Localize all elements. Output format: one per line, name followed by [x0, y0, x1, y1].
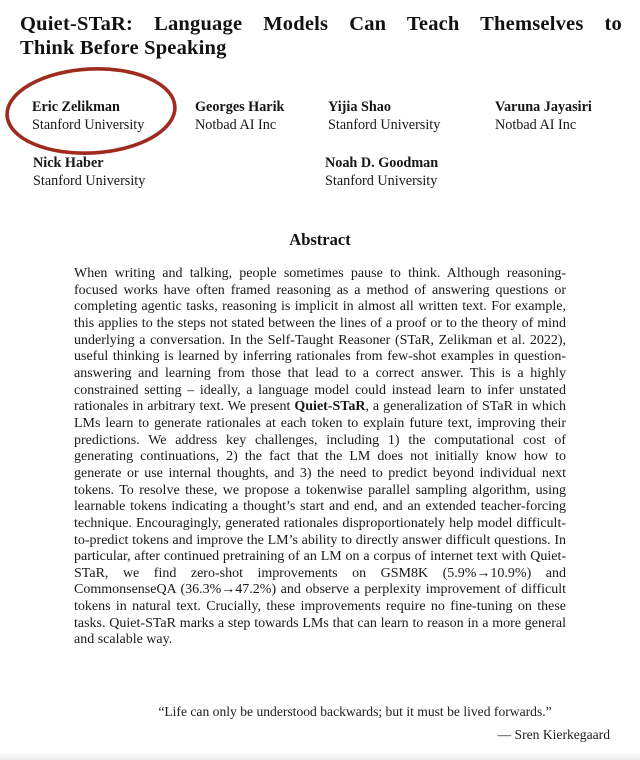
author-affiliation: Stanford University [325, 172, 438, 189]
paper-title-line1: Quiet-STaR: Language Models Can Teach Themselves to [20, 13, 622, 35]
epigraph-quote [100, 703, 610, 743]
author-name: Noah D. Goodman [325, 155, 439, 171]
author-name: Georges Harik [195, 99, 285, 115]
screenshot-bottom-edge [0, 752, 640, 760]
paper-title-line2: Think Before Speaking [20, 36, 227, 59]
abstract-text-part2: , a generalization of STaR in which LMs learn to generate rationales at each token to explain future text, improving their predictions. We address key challenges, including 1) the computational cost of generating continuations, 2) the fact that the LM does not initially know how to generate or use internal thoughts, and 3) the need to predict beyond individual next tokens. To resolve these, we propose a tokenwise parallel sampling algorithm, using learnable tokens indicating a thought’s start and end, and an extended teacher-forcing technique. Encouragingly, generated rationales disproportionately help model difficult-to-predict tokens and improve the LM’s ability to directly answer difficult questions. In particular, after continued pretraining of an LM on a corpus of internet text with Quiet-STaR, we find zero-shot improvements on GSM8K (5.9%→10.9%) and CommonsenseQA (36.3%→47.2%) and observe a perplexity improvement of difficult tokens in natural text. Crucially, these improvements require no fine-tuning on these tasks. Quiet-STaR marks a step towards LMs that can learn to reason in a more general and scalable way. [74, 399, 567, 648]
abstract-paragraph [74, 266, 566, 649]
author-affiliation: Stanford University [33, 172, 146, 189]
author-affiliation: Notbad AI Inc [495, 116, 577, 133]
paper-title [20, 13, 622, 60]
author-name: Yijia Shao [328, 99, 391, 115]
author-block-eric-zelikman [32, 99, 144, 134]
author-name: Eric Zelikman [32, 99, 120, 115]
author-affiliation: Stanford University [32, 116, 145, 133]
author-block-noah-goodman [325, 155, 438, 190]
author-affiliation: Notbad AI Inc [195, 116, 277, 133]
author-block-yijia-shao [328, 99, 440, 134]
abstract-text-part1: When writing and talking, people sometimes pause to think. Although reasoning-focused works have often framed reasoning as a method of answering questions or completing agentic tasks, reasoning is implicit in almost all written text. For example, this applies to the steps not stated between the lines of a proof or to the theory of mind underlying a conversation. In the Self-Taught Reasoner (STaR, Zelikman et al. 2022), useful thinking is learned by inferring rationales from few-shot examples in question-answering and learning from those that lead to a correct answer. This is a highly constrained setting – ideally, a language model could instead learn to infer unstated rationales in arbitrary text. We present [74, 266, 566, 415]
author-name: Varuna Jayasiri [495, 99, 592, 115]
author-affiliation: Stanford University [328, 116, 441, 133]
author-block-nick-haber [33, 155, 145, 190]
author-block-varuna-jayasiri [495, 99, 592, 134]
quote-attribution: — Sren Kierkegaard [497, 727, 610, 742]
author-block-georges-harik [195, 99, 284, 134]
abstract-bold-term: Quiet-STaR [294, 399, 366, 415]
author-name: Nick Haber [33, 155, 104, 171]
abstract-heading: Abstract [289, 230, 351, 249]
quote-text: “Life can only be understood backwards; but it must be lived forwards.” [158, 704, 552, 719]
